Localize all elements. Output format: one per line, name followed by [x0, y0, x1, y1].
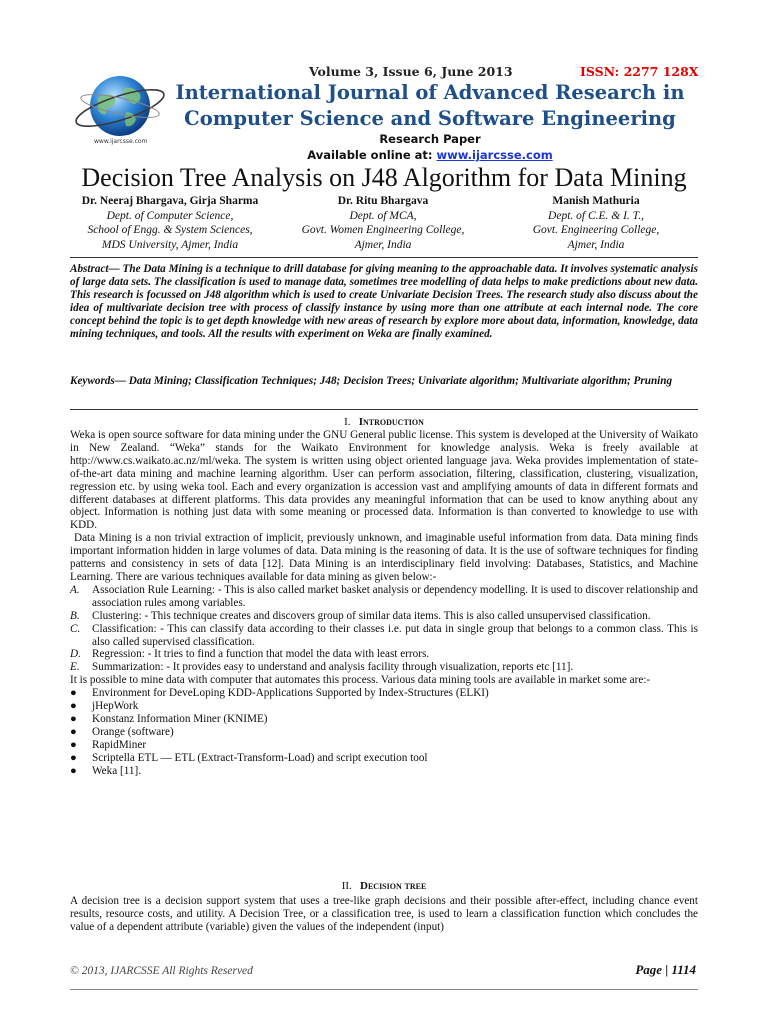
- section-heading-introduction: [70, 416, 698, 428]
- list-text: Classification: - This can classify data according to their classes i.e. put data in single group that belongs to a common class. This is also called supervised classification.: [92, 622, 698, 648]
- abstract: Abstract— The Data Mining is a technique to drill database for giving meaning to the approachable data. It involves systematic analysis of large data sets. The classification is used to manage data, sometimes tree modelling of data helps to make predictions about new data. This research is focussed on J48 algorithm which is used to create Univariate Decision Trees. The research study also discuss about the idea of multivariate decision tree with process of classify instance by using more than one attribute at each internal node. The core concept behind the topic is to get depth knowledge with new areas of research by explore more about data, information, knowledge, data mining techniques, and tools. All the results with experiment on Weka are finally examined.: [70, 263, 698, 341]
- bullet-item: [70, 765, 698, 778]
- bullet-text: Weka [11].: [92, 764, 142, 777]
- author-affiliation: School of Engg. & System Sciences,: [87, 224, 253, 236]
- list-item: [70, 610, 698, 623]
- paragraph: It is possible to mine data with computer that automates this process. Various data mining tools are available in market some are:-: [70, 674, 651, 687]
- journal-title-line1: International Journal of Advanced Research in: [175, 81, 685, 104]
- bullet-text: Orange (software): [92, 725, 174, 738]
- availability: [60, 148, 768, 162]
- author-affiliation: Dept. of MCA,: [349, 209, 417, 222]
- bullet-icon: ●: [70, 687, 77, 700]
- bullet-text: jHepWork: [92, 700, 139, 713]
- paper-type: Research Paper: [379, 132, 481, 146]
- section-title: Decision tree: [360, 880, 427, 892]
- introduction-body: [70, 429, 698, 777]
- bullet-text: Scriptella ETL — ETL (Extract-Transform-Load) and script execution tool: [92, 751, 428, 764]
- author-block-1: [50, 194, 290, 252]
- bullet-text: Konstanz Information Miner (KNIME): [92, 712, 268, 725]
- bullet-text: Environment for DeveLoping KDD-Applications Supported by Index-Structures (ELKI): [92, 687, 489, 700]
- bullet-icon: ●: [70, 764, 77, 777]
- journal-link[interactable]: www.ijarcsse.com: [436, 148, 553, 162]
- bullet-icon: ●: [70, 751, 77, 764]
- list-text: Summarization: - It provides easy to understand and analysis facility through visualization, reports etc [11].: [92, 661, 574, 674]
- keywords: Keywords— Data Mining; Classification Techniques; J48; Decision Trees; Univariate algorithm; Multivariate algorithm; Pruning: [70, 375, 673, 387]
- bullet-item: [70, 739, 698, 752]
- section-heading-decision-tree: [70, 880, 698, 892]
- author-affiliation: Dept. of Computer Science,: [106, 209, 234, 222]
- list-text: Clustering: - This technique creates and discovers group of similar data items. This is also called unsupervised classification.: [92, 609, 651, 622]
- author-affiliation: Govt. Engineering College,: [532, 224, 660, 236]
- list-marker: C.: [70, 622, 81, 635]
- journal-title-line2: Computer Science and Software Engineering: [184, 107, 676, 130]
- author-name: Dr. Neeraj Bhargava, Girja Sharma: [81, 195, 259, 207]
- list-item: [70, 623, 698, 649]
- paragraph: Data Mining is a non trivial extraction of implicit, previously unknown, and imaginable useful information from data. Data mining finds important information hidden in large volumes of data. Data mining is the reasoning of data. It is the use of software techniques for finding patterns and consistency in sets of data [12]. Data Mining is an interdisciplinary field involving: Databases, Statistics, and Machine Learning. There are various techniques available for data mining as given below:-: [70, 532, 698, 583]
- section-number: II.: [341, 880, 352, 892]
- issn: ISSN: 2277 128X: [580, 64, 699, 79]
- author-name: Manish Mathuria: [552, 195, 640, 207]
- author-affiliation: MDS University, Ajmer, India: [101, 238, 239, 251]
- list-marker: D.: [70, 648, 81, 661]
- paragraph: Weka is open source software for data mining under the GNU General public license. This system is developed at the University of Waikato in New Zealand. “Weka” stands for the Waikato Environment for knowledge analysis. Weka is freely available at http://www.cs.waikato.ac.nz/ml/weka. The system is written using object oriented language java. Weka provides implementation of state-of-the-art data mining and machine learning algorithm. User can perform association, filtering, classification, clustering, visualization, regression etc. by using weka tool. Each and every organization is accession vast and amplifying amounts of data in different formats and different databases at different platforms. This data provides any meaningful information that can be used to know anything about any object. Information is nothing just data with some meaning or processed data. Information is than converted to knowledge to use with KDD.: [70, 429, 698, 532]
- list-marker: A.: [70, 583, 80, 596]
- author-affiliation: Govt. Women Engineering College,: [301, 224, 465, 236]
- copyright: © 2013, IJARCSSE All Rights Reserved: [70, 965, 253, 977]
- availability-label: Available online at:: [307, 148, 437, 162]
- bullet-text: RapidMiner: [92, 738, 147, 751]
- author-affiliation: Dept. of C.E. & I. T.,: [548, 209, 644, 222]
- decision-tree-body: [70, 895, 698, 934]
- bullet-icon: ●: [70, 700, 77, 713]
- page-number: Page | 1114: [635, 962, 696, 977]
- bullet-icon: ●: [70, 725, 77, 738]
- bullet-item: [70, 713, 698, 726]
- bullet-item: [70, 726, 698, 739]
- list-marker: B.: [70, 609, 80, 622]
- section-number: I.: [344, 416, 351, 428]
- list-item: [70, 661, 698, 674]
- divider: [70, 257, 698, 258]
- bullet-item: [70, 752, 698, 765]
- list-text: Regression: - It tries to find a function that model the data with least errors.: [92, 648, 430, 661]
- author-affiliation: Ajmer, India: [354, 238, 412, 251]
- author-affiliation: Ajmer, India: [567, 238, 625, 251]
- bullet-icon: ●: [70, 712, 77, 725]
- list-item: [70, 584, 698, 610]
- divider: [70, 409, 698, 410]
- list-text: Association Rule Learning: - This is also called market basket analysis or dependency modelling. It is used to discover relationship and association rules among variables.: [92, 583, 698, 609]
- footer-divider: [70, 989, 698, 990]
- author-name: Dr. Ritu Bhargava: [337, 195, 429, 207]
- bullet-item: [70, 700, 698, 713]
- paper-title: Decision Tree Analysis on J48 Algorithm for Data Mining: [81, 163, 687, 192]
- author-block-2: [263, 194, 503, 252]
- list-item: [70, 648, 698, 661]
- bullet-item: [70, 687, 698, 700]
- list-marker: E.: [70, 661, 80, 674]
- bullet-icon: ●: [70, 738, 77, 751]
- issue-info: Volume 3, Issue 6, June 2013: [309, 64, 513, 79]
- section-title: Introduction: [358, 416, 424, 428]
- paragraph: A decision tree is a decision support system that uses a tree-like graph decisions and their possible after-effect, including chance event results, resource costs, and utility. A Decision Tree, or a classification tree, is used to learn a classification function which concludes the value of a dependent attribute (variable) given the values of the independent (input): [70, 895, 698, 933]
- logo-caption: www.ijarcsse.com: [94, 138, 148, 145]
- author-block-3: [476, 194, 716, 252]
